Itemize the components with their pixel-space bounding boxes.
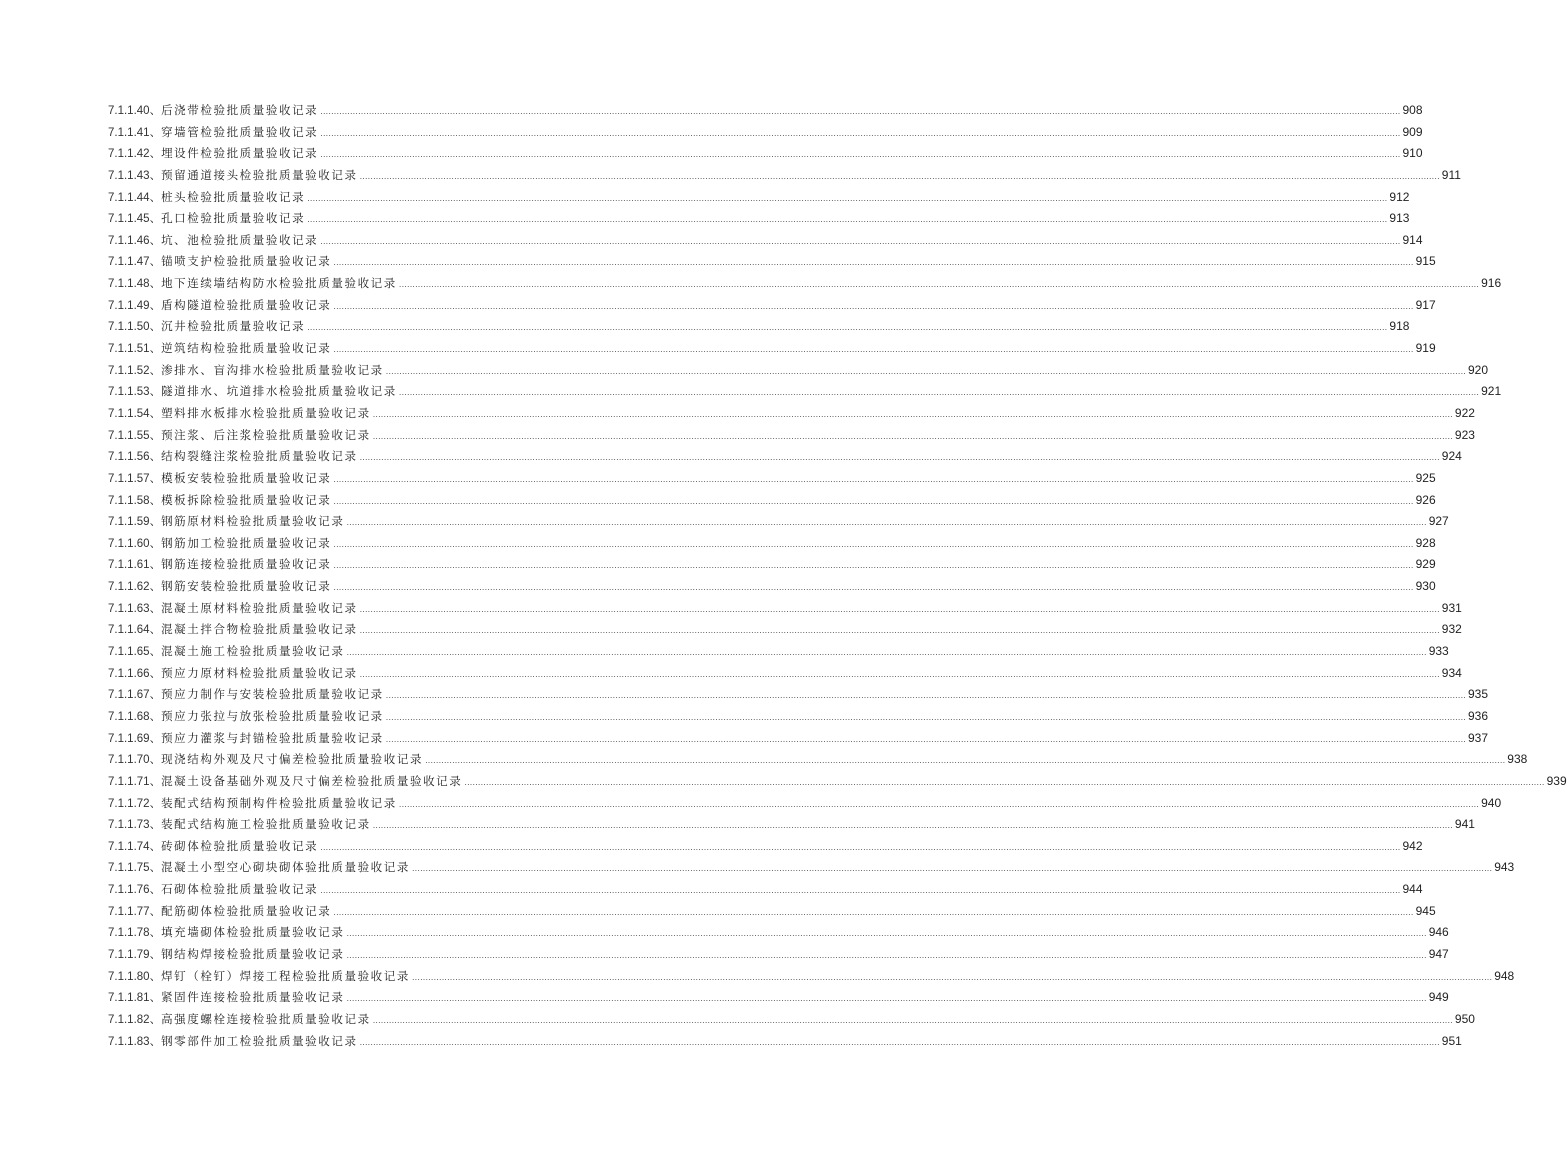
toc-entry-number: 7.1.1.48、 (108, 278, 162, 291)
toc-entry-title: 钢筋安装检验批质量验收记录 (161, 579, 332, 594)
toc-entry-title: 模板拆除检验批质量验收记录 (161, 492, 332, 507)
toc-entry-page-number: 918 (1389, 319, 1410, 334)
toc-entry-title: 预应力灌浆与封锚检验批质量验收记录 (161, 730, 384, 745)
toc-entry-number: 7.1.1.51、 (108, 343, 162, 356)
toc-entry-number: 7.1.1.49、 (108, 299, 162, 312)
dot-leader: ................................................................................................................................................................................................................................................................................................................................................................................................................ (333, 344, 1414, 355)
toc-entry-number: 7.1.1.50、 (108, 321, 162, 334)
toc-entry[interactable] (108, 165, 1461, 187)
toc-entry-page-number: 943 (1494, 860, 1515, 875)
dot-leader: ................................................................................................................................................................................................................................................................................................................................................................................................................ (385, 690, 1466, 701)
toc-entry-title: 渗排水、盲沟排水检验批质量验收记录 (161, 362, 384, 377)
toc-entry-number: 7.1.1.79、 (108, 948, 162, 961)
dot-leader: ................................................................................................................................................................................................................................................................................................................................................................................................................ (359, 1036, 1440, 1047)
toc-entry-page-number: 937 (1467, 730, 1489, 745)
toc-entry-page-number: 931 (1441, 600, 1462, 615)
toc-entry[interactable] (108, 316, 1410, 338)
toc-entry-number: 7.1.1.77、 (108, 905, 162, 918)
dot-leader: ................................................................................................................................................................................................................................................................................................................................................................................................................ (307, 322, 1388, 333)
toc-entry-number: 7.1.1.69、 (108, 732, 162, 745)
toc-entry[interactable] (108, 251, 1436, 273)
toc-entry-page-number: 946 (1428, 925, 1449, 940)
toc-entry-title: 盾构隧道检验批质量验收记录 (161, 297, 332, 312)
toc-entry[interactable] (108, 728, 1489, 750)
dot-leader: ................................................................................................................................................................................................................................................................................................................................................................................................................ (307, 192, 1388, 203)
toc-entry[interactable] (108, 987, 1449, 1009)
toc-entry-number: 7.1.1.53、 (108, 386, 162, 399)
toc-entry[interactable] (108, 944, 1449, 966)
toc-entry-title: 钢筋连接检验批质量验收记录 (161, 557, 332, 572)
toc-entry-title: 结构裂缝注浆检验批质量验收记录 (161, 449, 358, 464)
toc-entry-number: 7.1.1.78、 (108, 927, 162, 940)
toc-entry[interactable] (108, 187, 1410, 209)
toc-entry-page-number: 941 (1454, 817, 1475, 832)
dot-leader: ................................................................................................................................................................................................................................................................................................................................................................................................................ (346, 517, 1427, 528)
toc-entry[interactable] (108, 554, 1436, 576)
dot-leader: ................................................................................................................................................................................................................................................................................................................................................................................................................ (333, 582, 1414, 593)
toc-entry-number: 7.1.1.70、 (108, 754, 162, 767)
toc-entry-title: 装配式结构施工检验批质量验收记录 (161, 817, 371, 832)
toc-entry-page-number: 935 (1467, 687, 1489, 702)
dot-leader: ................................................................................................................................................................................................................................................................................................................................................................................................................ (333, 257, 1414, 268)
toc-entry[interactable] (108, 966, 1515, 988)
toc-entry-number: 7.1.1.43、 (108, 169, 162, 182)
toc-entry-number: 7.1.1.82、 (108, 1013, 162, 1026)
toc-entry-number: 7.1.1.81、 (108, 992, 162, 1005)
toc-entry-title: 地下连续墙结构防水检验批质量验收记录 (161, 276, 397, 291)
toc-entry-page-number: 923 (1454, 427, 1475, 442)
toc-entry[interactable] (108, 663, 1462, 685)
toc-entry-title: 预应力张拉与放张检验批质量验收记录 (161, 708, 384, 723)
dot-leader: ................................................................................................................................................................................................................................................................................................................................................................................................................ (385, 733, 1466, 744)
toc-entry[interactable] (108, 879, 1423, 901)
dot-leader: ................................................................................................................................................................................................................................................................................................................................................................................................................ (372, 430, 1453, 441)
toc-entry[interactable] (108, 533, 1436, 555)
toc-entry-number: 7.1.1.63、 (108, 602, 162, 615)
toc-entry[interactable] (108, 901, 1436, 923)
toc-entry-number: 7.1.1.56、 (108, 451, 162, 464)
toc-entry-title: 现浇结构外观及尺寸偏差检验批质量验收记录 (161, 752, 424, 767)
toc-entry[interactable] (108, 403, 1475, 425)
toc-entry[interactable] (108, 1009, 1475, 1031)
toc-entry-page-number: 912 (1389, 189, 1410, 204)
toc-entry-page-number: 934 (1441, 665, 1462, 680)
toc-entry-number: 7.1.1.64、 (108, 624, 162, 637)
dot-leader: ................................................................................................................................................................................................................................................................................................................................................................................................................ (333, 473, 1414, 484)
dot-leader: ................................................................................................................................................................................................................................................................................................................................................................................................................ (320, 127, 1401, 138)
toc-entry-title: 混凝土施工检验批质量验收记录 (161, 644, 345, 659)
toc-entry-number: 7.1.1.54、 (108, 407, 162, 420)
toc-entry[interactable] (108, 511, 1449, 533)
toc-entry-title: 埋设件检验批质量验收记录 (161, 146, 319, 161)
toc-entry-page-number: 922 (1454, 405, 1475, 420)
dot-leader: ................................................................................................................................................................................................................................................................................................................................................................................................................ (333, 300, 1414, 311)
toc-entry-page-number: 940 (1481, 795, 1502, 810)
toc-entry-page-number: 909 (1402, 124, 1423, 139)
toc-entry-number: 7.1.1.71、 (108, 775, 162, 788)
toc-entry-title: 填充墙砌体检验批质量验收记录 (161, 925, 345, 940)
toc-entry-number: 7.1.1.44、 (108, 191, 162, 204)
toc-entry-page-number: 942 (1402, 838, 1423, 853)
toc-entry-title: 混凝土拌合物检验批质量验收记录 (161, 622, 358, 637)
toc-entry-number: 7.1.1.67、 (108, 689, 162, 702)
toc-entry-number: 7.1.1.74、 (108, 840, 162, 853)
toc-entry[interactable] (108, 836, 1423, 858)
toc-entry[interactable] (108, 793, 1502, 815)
toc-entry-title: 逆筑结构检验批质量验收记录 (161, 341, 332, 356)
dot-leader: ................................................................................................................................................................................................................................................................................................................................................................................................................ (359, 625, 1440, 636)
toc-entry-title: 塑料排水板排水检验批质量验收记录 (161, 405, 371, 420)
toc-entry-title: 桩头检验批质量验收记录 (161, 189, 306, 204)
toc-entry[interactable] (108, 922, 1449, 944)
toc-entry-page-number: 911 (1441, 167, 1461, 182)
dot-leader: ................................................................................................................................................................................................................................................................................................................................................................................................................ (398, 798, 1480, 809)
toc-entry[interactable] (108, 598, 1462, 620)
toc-entry[interactable] (108, 230, 1423, 252)
toc-entry[interactable] (108, 143, 1423, 165)
toc-entry-page-number: 921 (1481, 384, 1502, 399)
toc-entry-page-number: 947 (1428, 946, 1449, 961)
dot-leader: ................................................................................................................................................................................................................................................................................................................................................................................................................ (346, 647, 1427, 658)
table-of-contents (108, 100, 1567, 1052)
toc-entry-number: 7.1.1.45、 (108, 213, 162, 226)
toc-entry[interactable] (108, 490, 1436, 512)
toc-entry-page-number: 929 (1415, 557, 1436, 572)
toc-entry-number: 7.1.1.57、 (108, 472, 162, 485)
dot-leader: ................................................................................................................................................................................................................................................................................................................................................................................................................ (320, 149, 1401, 160)
dot-leader: ................................................................................................................................................................................................................................................................................................................................................................................................................ (333, 906, 1414, 917)
dot-leader: ................................................................................................................................................................................................................................................................................................................................................................................................................ (398, 387, 1480, 398)
toc-entry-title: 穿墙管检验批质量验收记录 (161, 124, 319, 139)
toc-entry-number: 7.1.1.41、 (108, 126, 162, 139)
toc-entry-page-number: 908 (1402, 103, 1423, 117)
toc-entry-number: 7.1.1.62、 (108, 581, 162, 594)
toc-entry[interactable] (108, 468, 1436, 490)
toc-entry[interactable] (108, 684, 1489, 706)
toc-entry-page-number: 936 (1467, 708, 1489, 723)
toc-entry-title: 混凝土原材料检验批质量验收记录 (161, 600, 358, 615)
toc-entry-page-number: 917 (1415, 297, 1436, 312)
dot-leader: ................................................................................................................................................................................................................................................................................................................................................................................................................ (425, 755, 1506, 766)
toc-entry[interactable] (108, 446, 1462, 468)
toc-entry-page-number: 932 (1441, 622, 1462, 637)
toc-entry[interactable] (108, 360, 1489, 382)
toc-entry-number: 7.1.1.68、 (108, 710, 162, 723)
dot-leader: ................................................................................................................................................................................................................................................................................................................................................................................................................ (372, 1014, 1453, 1025)
toc-entry-title: 钢筋加工检验批质量验收记录 (161, 535, 332, 550)
toc-entry-page-number: 924 (1441, 449, 1462, 464)
toc-entry-title: 锚喷支护检验批质量验收记录 (161, 254, 332, 269)
toc-entry-title: 钢零部件加工检验批质量验收记录 (161, 1033, 358, 1048)
toc-entry[interactable] (108, 100, 1423, 122)
dot-leader: ................................................................................................................................................................................................................................................................................................................................................................................................................ (359, 170, 1440, 181)
toc-entry-title: 预应力制作与安装检验批质量验收记录 (161, 687, 384, 702)
toc-entry-title: 混凝土小型空心砌块砌体验批质量验收记录 (161, 860, 410, 875)
toc-entry-title: 焊钉（栓钉）焊接工程检验批质量验收记录 (161, 968, 410, 983)
toc-entry-page-number: 913 (1389, 211, 1410, 226)
toc-entry-number: 7.1.1.42、 (108, 148, 162, 161)
toc-entry-page-number: 914 (1402, 232, 1423, 247)
toc-entry-number: 7.1.1.61、 (108, 559, 162, 572)
dot-leader: ................................................................................................................................................................................................................................................................................................................................................................................................................ (464, 776, 1545, 787)
toc-entry[interactable] (108, 381, 1502, 403)
dot-leader: ................................................................................................................................................................................................................................................................................................................................................................................................................ (359, 603, 1440, 614)
toc-entry[interactable] (108, 1031, 1462, 1053)
dot-leader: ................................................................................................................................................................................................................................................................................................................................................................................................................ (320, 106, 1401, 116)
toc-entry-number: 7.1.1.76、 (108, 884, 162, 897)
toc-entry-page-number: 927 (1428, 514, 1449, 529)
dot-leader: ................................................................................................................................................................................................................................................................................................................................................................................................................ (359, 452, 1440, 463)
toc-entry-page-number: 949 (1428, 990, 1449, 1005)
toc-entry-page-number: 916 (1481, 276, 1502, 291)
toc-entry-page-number: 939 (1546, 773, 1567, 788)
toc-entry[interactable] (108, 122, 1423, 144)
dot-leader: ................................................................................................................................................................................................................................................................................................................................................................................................................ (320, 235, 1401, 246)
toc-entry-page-number: 933 (1428, 644, 1449, 659)
toc-entry[interactable] (108, 338, 1436, 360)
toc-entry-page-number: 919 (1415, 341, 1436, 356)
toc-entry-page-number: 951 (1441, 1033, 1462, 1048)
toc-entry-title: 模板安装检验批质量验收记录 (161, 470, 332, 485)
toc-entry-page-number: 930 (1415, 579, 1436, 594)
toc-entry-page-number: 925 (1415, 470, 1436, 485)
toc-entry[interactable] (108, 208, 1410, 230)
toc-entry-number: 7.1.1.46、 (108, 234, 162, 247)
toc-entry-number: 7.1.1.83、 (108, 1035, 162, 1048)
toc-entry-title: 隧道排水、坑道排水检验批质量验收记录 (161, 384, 397, 399)
toc-entry-title: 钢筋原材料检验批质量验收记录 (161, 514, 345, 529)
dot-leader: ................................................................................................................................................................................................................................................................................................................................................................................................................ (398, 279, 1480, 290)
dot-leader: ................................................................................................................................................................................................................................................................................................................................................................................................................ (333, 495, 1414, 506)
toc-entry[interactable] (108, 273, 1502, 295)
toc-entry[interactable] (108, 857, 1515, 879)
toc-entry-number: 7.1.1.47、 (108, 256, 162, 269)
toc-entry[interactable] (108, 814, 1475, 836)
toc-entry-title: 后浇带检验批质量验收记录 (161, 103, 319, 117)
toc-entry-number: 7.1.1.58、 (108, 494, 162, 507)
toc-entry-page-number: 910 (1402, 146, 1423, 161)
toc-entry[interactable] (108, 706, 1489, 728)
toc-entry-title: 坑、池检验批质量验收记录 (161, 232, 319, 247)
toc-entry-title: 孔口检验批质量验收记录 (161, 211, 306, 226)
toc-entry[interactable] (108, 295, 1436, 317)
toc-entry-number: 7.1.1.55、 (108, 429, 162, 442)
toc-entry-page-number: 928 (1415, 535, 1436, 550)
toc-entry-number: 7.1.1.65、 (108, 646, 162, 659)
toc-entry-number: 7.1.1.80、 (108, 970, 162, 983)
toc-entry-title: 预注浆、后注浆检验批质量验收记录 (161, 427, 371, 442)
toc-entry-page-number: 926 (1415, 492, 1436, 507)
toc-entry-title: 高强度螺栓连接检验批质量验收记录 (161, 1011, 371, 1026)
dot-leader: ................................................................................................................................................................................................................................................................................................................................................................................................................ (346, 928, 1427, 939)
dot-leader: ................................................................................................................................................................................................................................................................................................................................................................................................................ (385, 711, 1466, 722)
dot-leader: ................................................................................................................................................................................................................................................................................................................................................................................................................ (346, 949, 1427, 960)
toc-entry-number: 7.1.1.75、 (108, 862, 162, 875)
toc-entry-number: 7.1.1.72、 (108, 797, 162, 810)
dot-leader: ................................................................................................................................................................................................................................................................................................................................................................................................................ (359, 668, 1440, 679)
dot-leader: ................................................................................................................................................................................................................................................................................................................................................................................................................ (346, 993, 1427, 1004)
toc-entry-title: 装配式结构预制构件检验批质量验收记录 (161, 795, 397, 810)
toc-entry[interactable] (108, 619, 1462, 641)
toc-entry[interactable] (108, 576, 1436, 598)
toc-entry-page-number: 948 (1494, 968, 1515, 983)
toc-entry-page-number: 915 (1415, 254, 1436, 269)
toc-entry-title: 混凝土设备基础外观及尺寸偏差检验批质量验收记录 (161, 773, 463, 788)
toc-entry[interactable] (108, 749, 1528, 771)
dot-leader: ................................................................................................................................................................................................................................................................................................................................................................................................................ (333, 538, 1414, 549)
dot-leader: ................................................................................................................................................................................................................................................................................................................................................................................................................ (320, 885, 1401, 896)
toc-entry-title: 配筋砌体检验批质量验收记录 (161, 903, 332, 918)
toc-entry-title: 钢结构焊接检验批质量验收记录 (161, 946, 345, 961)
dot-leader: ................................................................................................................................................................................................................................................................................................................................................................................................................ (411, 971, 1493, 982)
dot-leader: ................................................................................................................................................................................................................................................................................................................................................................................................................ (372, 820, 1453, 831)
toc-entry[interactable] (108, 425, 1475, 447)
toc-entry-page-number: 920 (1467, 362, 1489, 377)
toc-entry-title: 预应力原材料检验批质量验收记录 (161, 665, 358, 680)
toc-entry-number: 7.1.1.73、 (108, 819, 162, 832)
toc-entry-number: 7.1.1.52、 (108, 364, 162, 377)
dot-leader: ................................................................................................................................................................................................................................................................................................................................................................................................................ (385, 365, 1466, 376)
toc-entry[interactable] (108, 641, 1449, 663)
toc-entry[interactable] (108, 771, 1567, 793)
toc-entry-title: 石砌体检验批质量验收记录 (161, 882, 319, 897)
dot-leader: ................................................................................................................................................................................................................................................................................................................................................................................................................ (411, 863, 1493, 874)
toc-entry-page-number: 944 (1402, 882, 1423, 897)
dot-leader: ................................................................................................................................................................................................................................................................................................................................................................................................................ (372, 408, 1453, 419)
dot-leader: ................................................................................................................................................................................................................................................................................................................................................................................................................ (307, 214, 1388, 225)
dot-leader: ................................................................................................................................................................................................................................................................................................................................................................................................................ (320, 841, 1401, 852)
toc-entry-number: 7.1.1.59、 (108, 516, 162, 529)
toc-entry-number: 7.1.1.40、 (108, 105, 162, 117)
toc-entry-page-number: 945 (1415, 903, 1436, 918)
toc-entry-page-number: 950 (1454, 1011, 1475, 1026)
dot-leader: ................................................................................................................................................................................................................................................................................................................................................................................................................ (333, 560, 1414, 571)
toc-entry-title: 预留通道接头检验批质量验收记录 (161, 167, 358, 182)
toc-entry-title: 沉井检验批质量验收记录 (161, 319, 306, 334)
toc-entry-page-number: 938 (1507, 752, 1528, 767)
toc-entry-title: 紧固件连接检验批质量验收记录 (161, 990, 345, 1005)
toc-entry-number: 7.1.1.66、 (108, 667, 162, 680)
toc-entry-number: 7.1.1.60、 (108, 537, 162, 550)
toc-entry-title: 砖砌体检验批质量验收记录 (161, 838, 319, 853)
